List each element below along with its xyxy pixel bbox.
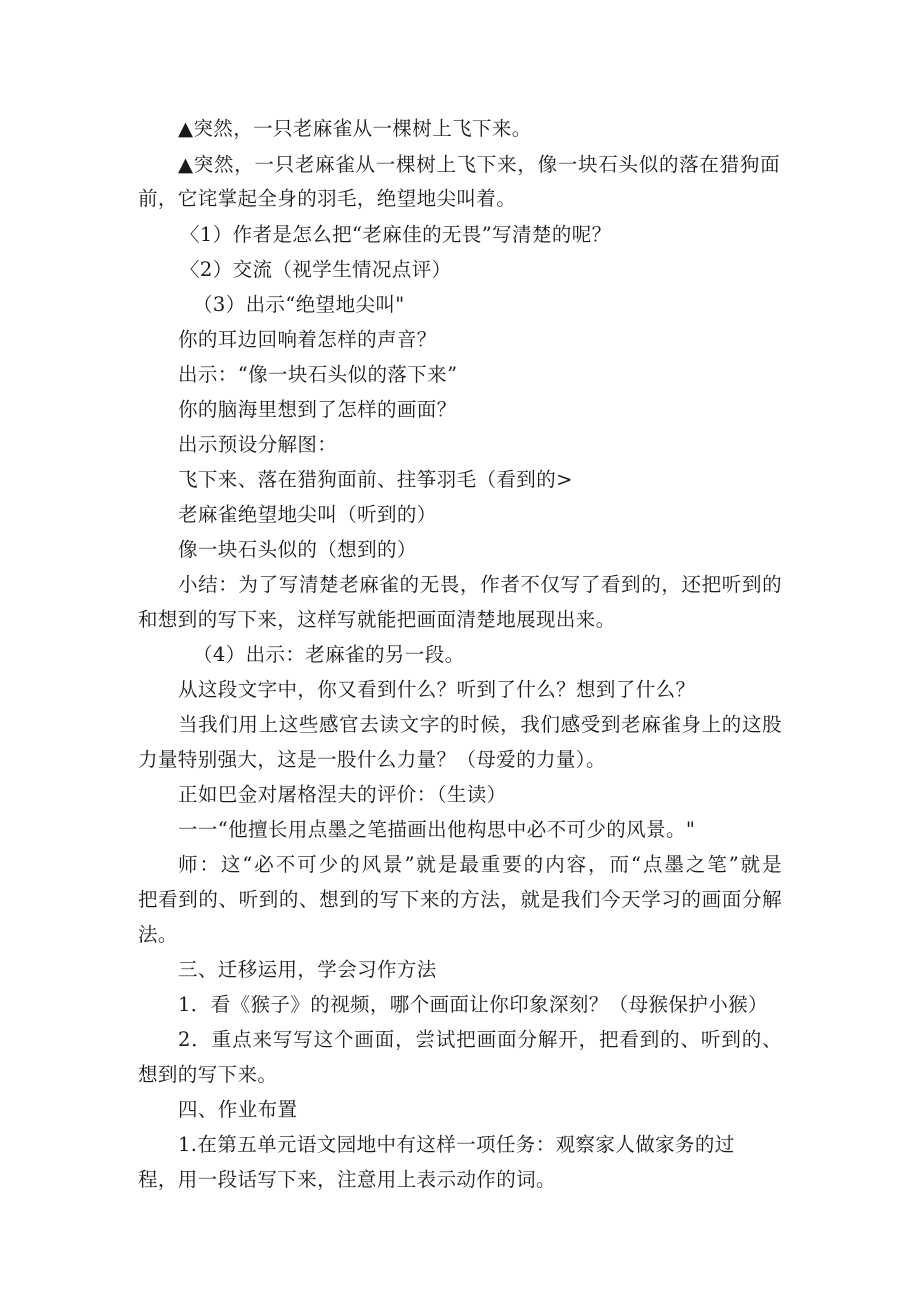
text-line: 想到的写下来。 <box>138 1063 278 1086</box>
text-line: 像一块石头似的（想到的） <box>178 538 417 561</box>
text-line: 从这段文字中，你又看到什么？听到了什么？想到了什么？ <box>178 678 696 701</box>
text-line: 飞下来、落在猎狗面前、拄筝羽毛（看到的> <box>178 468 573 491</box>
text-line: 法。 <box>138 923 178 946</box>
text-line: 程，用一段话写下来，注意用上表示动作的词。 <box>138 1168 556 1191</box>
text-line: 三、迁移运用，学会习作方法 <box>178 958 437 981</box>
text-line: 当我们用上这些感官去读文字的时候，我们感受到老麻雀身上的这股 <box>178 713 782 736</box>
text-line: 〈2）交流（视学生情况点评） <box>180 258 452 281</box>
text-line: 你的耳边回响着怎样的声音？ <box>178 328 437 351</box>
text-line: 老麻雀绝望地尖叫（听到的） <box>178 503 437 526</box>
text-line: 四、作业布置 <box>178 1098 298 1121</box>
text-line: （3）出示“绝望地尖叫" <box>193 293 405 316</box>
text-line: ▲突然，一只老麻雀从一棵树上飞下来，像一块石头似的落在猎狗面 <box>178 153 780 176</box>
text-line: 出示预设分解图： <box>178 433 338 456</box>
text-line: 师：这“必不可少的风景”就是最重要的内容，而“点墨之笔”就是 <box>178 853 782 876</box>
text-line: 小结：为了写清楚老麻雀的无畏，作者不仅写了看到的，还把听到的 <box>178 573 782 596</box>
text-line: 1.在第五单元语文园地中有这样一项任务：观察家人做家务的过 <box>178 1133 735 1156</box>
text-line: 力量特别强大，这是一股什么力量？（母爱的力量）。 <box>138 748 606 771</box>
text-line: 〈1）作者是怎么把“老麻佳的无畏”写清楚的呢？ <box>180 223 612 246</box>
text-line: 1．看《猴子》的视频，哪个画面让你印象深刻？（母猴保护小猴） <box>178 993 768 1016</box>
text-line: 正如巴金对屠格涅夫的评价：（生读） <box>178 783 507 806</box>
text-line: 你的脑海里想到了怎样的画面？ <box>178 398 457 421</box>
text-line: 2．重点来写写这个画面，尝试把画面分解开，把看到的、听到的、 <box>178 1028 782 1051</box>
text-line: 一一“他擅长用点墨之笔描画出他构思中必不可少的风景。" <box>178 818 696 841</box>
text-line: （4）出示：老麻雀的另一段。 <box>193 643 465 666</box>
text-line: 出示：“像一块石头似的落下来” <box>178 363 458 386</box>
text-line: ▲突然，一只老麻雀从一棵树上飞下来。 <box>178 117 532 140</box>
text-line: 和想到的写下来，这样写就能把画面清楚地展现出来。 <box>138 608 616 631</box>
text-line: 前，它诧掌起全身的羽毛，绝望地尖叫着。 <box>138 187 517 210</box>
text-line: 把看到的、听到的、想到的写下来的方法，就是我们今天学习的画面分解 <box>138 888 782 911</box>
